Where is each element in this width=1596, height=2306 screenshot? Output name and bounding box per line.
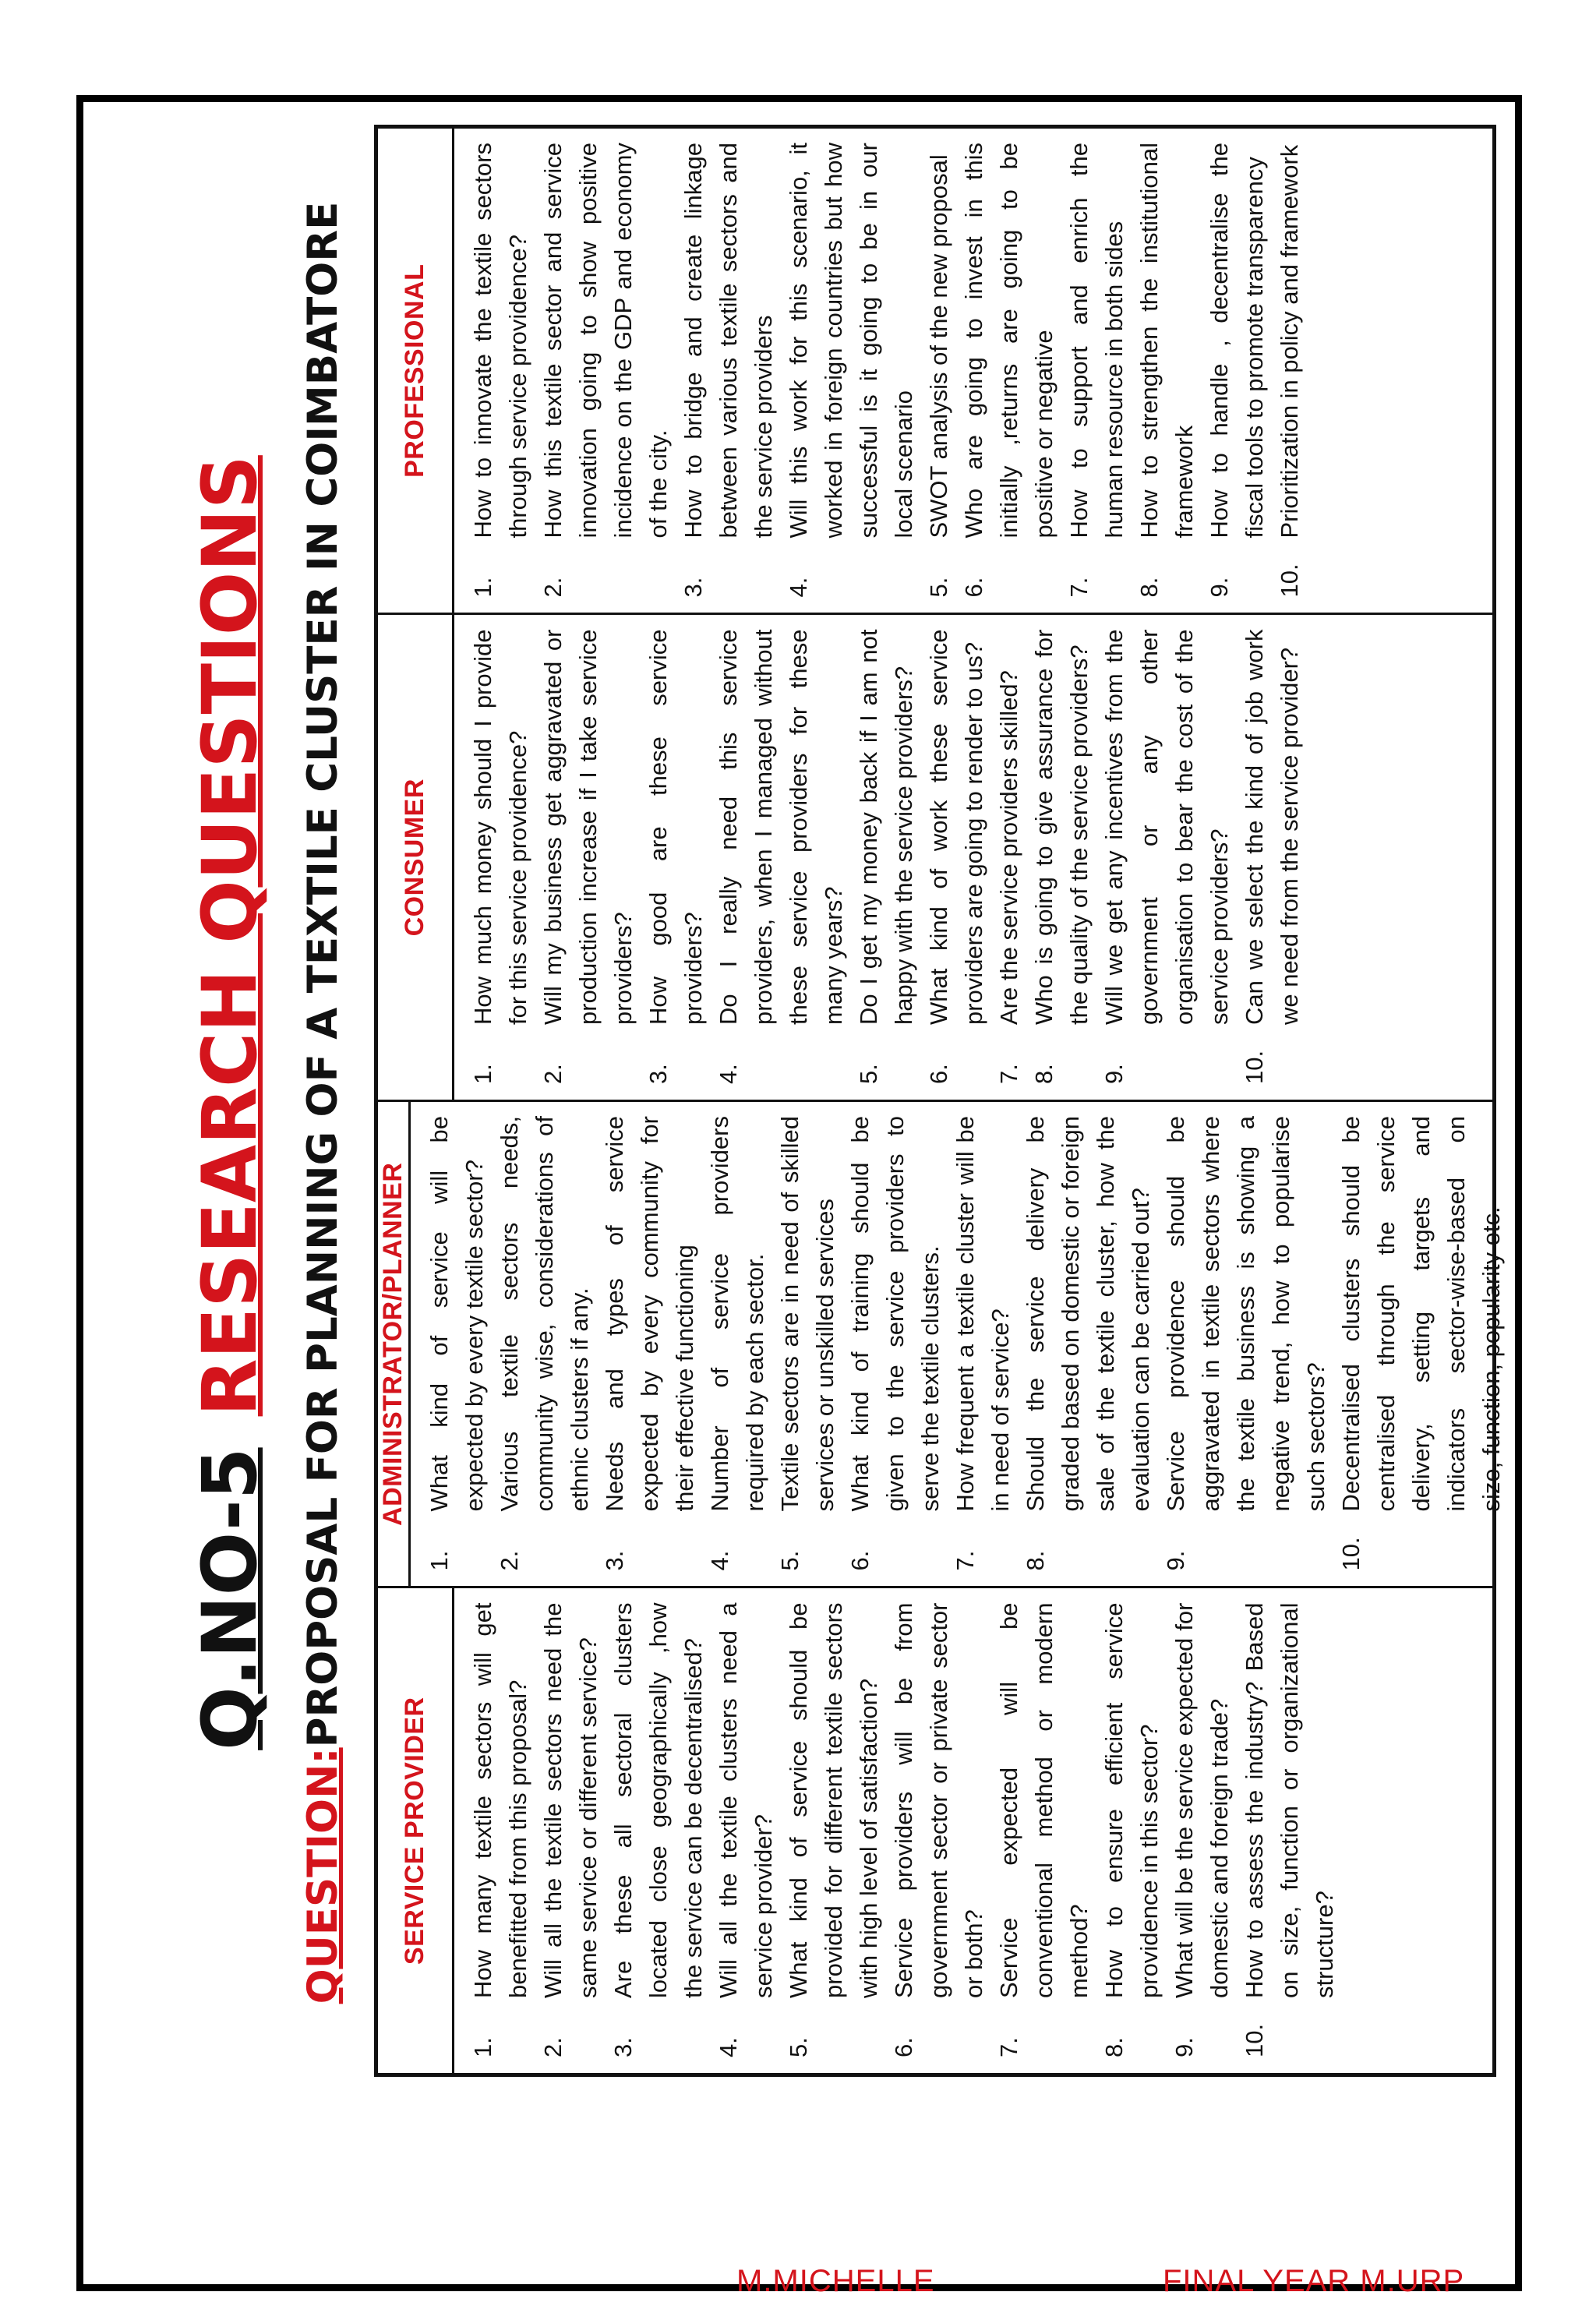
question-item [1272, 143, 1307, 598]
question-number: 6. [890, 2037, 917, 2057]
question-number: 10. [1337, 1537, 1365, 1571]
question-item [842, 1116, 948, 1571]
question-item [1167, 1603, 1237, 2058]
question-item [1237, 630, 1307, 1085]
question-number: 4. [715, 2037, 742, 2057]
question-number: 9. [1171, 2037, 1198, 2057]
question-item [1333, 1116, 1509, 1571]
question-number: 8. [1135, 577, 1163, 598]
question-number: 3. [609, 2037, 637, 2057]
question-number: 4. [715, 1064, 742, 1084]
question-item [921, 630, 991, 1085]
column-consumer [378, 613, 1492, 1100]
question-number: 8. [1100, 2037, 1128, 2057]
question-item [948, 1116, 1018, 1571]
question-text: Various textile sectors needs, community wise, considerations of ethnic clusters if any. [496, 1116, 593, 1512]
question-number: 10. [1241, 2023, 1268, 2057]
question-number: 1. [469, 1064, 496, 1084]
research-questions-title: RESEARCH QUESTIONS [186, 455, 274, 1417]
question-number: 9. [1100, 1064, 1128, 1084]
question-number: 8. [1022, 1550, 1049, 1571]
question-item [886, 1603, 991, 2058]
question-text: How to handle , decentralise the fiscal tools to promote transparency [1206, 143, 1268, 539]
question-text: What will be the service expected for domestic and foreign trade? [1171, 1602, 1233, 1998]
question-item [641, 630, 711, 1085]
question-number: 5. [776, 1550, 803, 1571]
question-number: 6. [925, 1064, 952, 1084]
question-item [921, 143, 956, 598]
question-number: 8. [1030, 1064, 1058, 1084]
footer-author: M.MICHELLE [736, 2264, 935, 2298]
column-body [454, 616, 1315, 1100]
question-text: Can we select the kind of job work we need from the service provider? [1241, 629, 1303, 1025]
question-list [465, 630, 1307, 1085]
question-text: How much money should I provide for this service providence? [469, 629, 531, 1025]
question-item [781, 143, 921, 598]
question-label: QUESTION: [299, 1747, 347, 2004]
question-item [422, 1116, 492, 1571]
question-text: Should the service delivery be graded based on domestic or foreign sale of the textile cluster, how the evaluation can be carried out? [1022, 1116, 1154, 1512]
footer-course: FINAL YEAR M.URP [1163, 2264, 1465, 2298]
question-item [851, 630, 921, 1085]
question-text: Number of service providers required by each sector. [706, 1116, 768, 1512]
question-line [296, 101, 351, 2104]
question-text: Will we get any incentives from the government or any other organisation to bear the cost of the service providers? [1100, 629, 1233, 1025]
questions-table [374, 125, 1505, 2077]
question-number: 5. [855, 1064, 882, 1084]
question-number: 7. [995, 1064, 1022, 1084]
question-text: Decentralised clusters should be centralised through the service delivery, setting targets and indicators sector-wise-based on size, function, popularity etc. [1337, 1116, 1505, 1512]
question-number: 1. [469, 2037, 496, 2057]
question-number: 10. [1276, 563, 1303, 598]
question-number: 5. [785, 2037, 812, 2057]
question-number: 4. [785, 577, 812, 598]
question-item [492, 1116, 597, 1571]
question-number: 6. [960, 577, 987, 598]
question-text: How to ensure efficient service providence in this sector? [1100, 1602, 1163, 1998]
question-list [465, 143, 1307, 598]
question-item [535, 1603, 606, 2058]
question-number: 5. [925, 577, 952, 598]
question-text: How frequent a textile cluster will be in need of service? [952, 1116, 1014, 1512]
title-line [179, 101, 281, 2104]
column-body [454, 1589, 1350, 2074]
question-number: 2. [496, 1550, 523, 1571]
column-header-consumer: CONSUMER [378, 616, 454, 1100]
question-number: 6. [846, 1550, 874, 1571]
question-text: Will this work for this scenario, it worked in foreign countries but how successful is it going to be in our local scenario [785, 143, 917, 539]
column-administrator-planner [378, 1100, 1505, 1587]
question-text: Do I really need this service providers, when I managed without these service providers for these many years? [715, 629, 847, 1025]
question-number: Q.NO-5 [186, 1447, 274, 1750]
question-text: Needs and types of service expected by every community for their effective functioning [601, 1116, 698, 1512]
question-text: Prioritization in policy and framework [1276, 144, 1303, 539]
question-text: What kind of service will be expected by every textile sector? [425, 1116, 488, 1512]
column-professional [378, 129, 1492, 613]
question-text: How good are these service providers? [644, 629, 707, 1025]
question-text: SWOT analysis of the new proposal [925, 154, 952, 539]
question-number: 7. [1065, 577, 1093, 598]
question-number: 7. [952, 1550, 979, 1571]
question-item [702, 1116, 772, 1571]
question-number: 3. [601, 1550, 628, 1571]
question-item [1096, 1603, 1167, 2058]
question-number: 2. [539, 1064, 567, 1084]
question-item [676, 143, 781, 598]
question-text: How to innovate the textile sectors through service providence? [469, 143, 531, 539]
question-text: How this textile sector and service innovation going to show positive incidence on the GDP and economy of the city. [539, 143, 672, 539]
question-text: Textile sectors are in need of skilled services or unskilled services [776, 1116, 839, 1512]
question-number: 2. [539, 2037, 567, 2057]
question-number: 9. [1206, 577, 1233, 598]
column-header-service-provider: SERVICE PROVIDER [378, 1589, 454, 2074]
question-number: 1. [425, 1550, 453, 1571]
question-text: How to strengthen the institutional framework [1135, 143, 1198, 539]
question-text: How many textile sectors will get benefitted from this proposal? [469, 1602, 531, 1998]
question-text: What kind of service should be provided for different textile sectors with high level of satisfaction? [785, 1602, 882, 1998]
question-item [1158, 1116, 1333, 1571]
question-item [597, 1116, 702, 1571]
question-text: How to support and enrich the human resource in both sides [1065, 143, 1128, 539]
question-number: 7. [995, 2037, 1022, 2057]
question-text: Do I get my money back if I am not happy with the service providers? [855, 629, 917, 1025]
question-item [711, 1603, 781, 2058]
question-item [1026, 630, 1096, 1085]
question-item [781, 1603, 886, 2058]
question-item [465, 143, 535, 598]
question-number: 2. [539, 577, 567, 598]
question-item [1096, 630, 1237, 1085]
question-item [465, 1603, 535, 2058]
question-number: 4. [706, 1550, 733, 1571]
question-text: Are the service providers skilled? [995, 670, 1022, 1025]
question-list [465, 1603, 1342, 2058]
question-item [772, 1116, 842, 1571]
question-item [1202, 143, 1272, 598]
question-text: What kind of training should be given to the service providers to serve the textile clusters. [846, 1116, 944, 1512]
column-header-professional: PROFESSIONAL [378, 129, 454, 613]
question-text: Who are going to invest in this initially ,returns are going to be positive or negative [960, 143, 1058, 539]
question-item [1061, 143, 1132, 598]
question-item [1018, 1116, 1158, 1571]
question-text: PROPOSAL FOR PLANNING OF A TEXTILE CLUSTER IN COIMBATORE [299, 201, 347, 1748]
question-item [606, 1603, 711, 2058]
column-body [454, 129, 1315, 613]
question-text: How to bridge and create linkage between various textile sectors and the service providers [680, 143, 777, 539]
column-body [411, 1102, 1517, 1587]
rotated-content [179, 101, 1504, 2104]
question-number: 9. [1162, 1550, 1189, 1571]
question-list [422, 1116, 1509, 1571]
question-text: Will all the textile sectors need the same service or different service? [539, 1602, 602, 1998]
column-header-administrator-planner: ADMINISTRATOR/PLANNER [378, 1102, 411, 1587]
question-item [1132, 143, 1202, 598]
question-item [535, 630, 641, 1085]
question-text: Are these all sectoral clusters located close geographically ,how the service can be decentralised? [609, 1602, 707, 1998]
question-number: 1. [469, 577, 496, 598]
question-text: Will my business get aggravated or production increase if I take service providers? [539, 629, 637, 1025]
question-text: Who is going to give assurance for the quality of the service providers? [1030, 629, 1093, 1025]
question-item [991, 1603, 1096, 2058]
question-text: Will all the textile clusters need a service provider? [715, 1602, 777, 1998]
column-service-provider [378, 1587, 1492, 2074]
question-number: 10. [1241, 1050, 1268, 1084]
question-item [1237, 1603, 1342, 2058]
question-item [991, 630, 1026, 1085]
question-item [465, 630, 535, 1085]
question-text: Service providers will be from government sector or private sector or both? [890, 1602, 987, 1998]
question-number: 3. [644, 1064, 672, 1084]
question-item [956, 143, 1061, 598]
question-number: 3. [680, 577, 707, 598]
question-text: Service expected will be conventional method or modern method? [995, 1602, 1093, 1998]
question-text: How to assess the industry? Based on size, function or organizational structure? [1241, 1602, 1338, 1998]
question-text: What kind of work these service providers are going to render to us? [925, 629, 987, 1025]
question-text: Service providence should be aggravated in textile sectors where the textile business is showing a negative trend, how to popularise such sectors? [1162, 1116, 1329, 1512]
question-item [535, 143, 676, 598]
question-item [711, 630, 851, 1085]
